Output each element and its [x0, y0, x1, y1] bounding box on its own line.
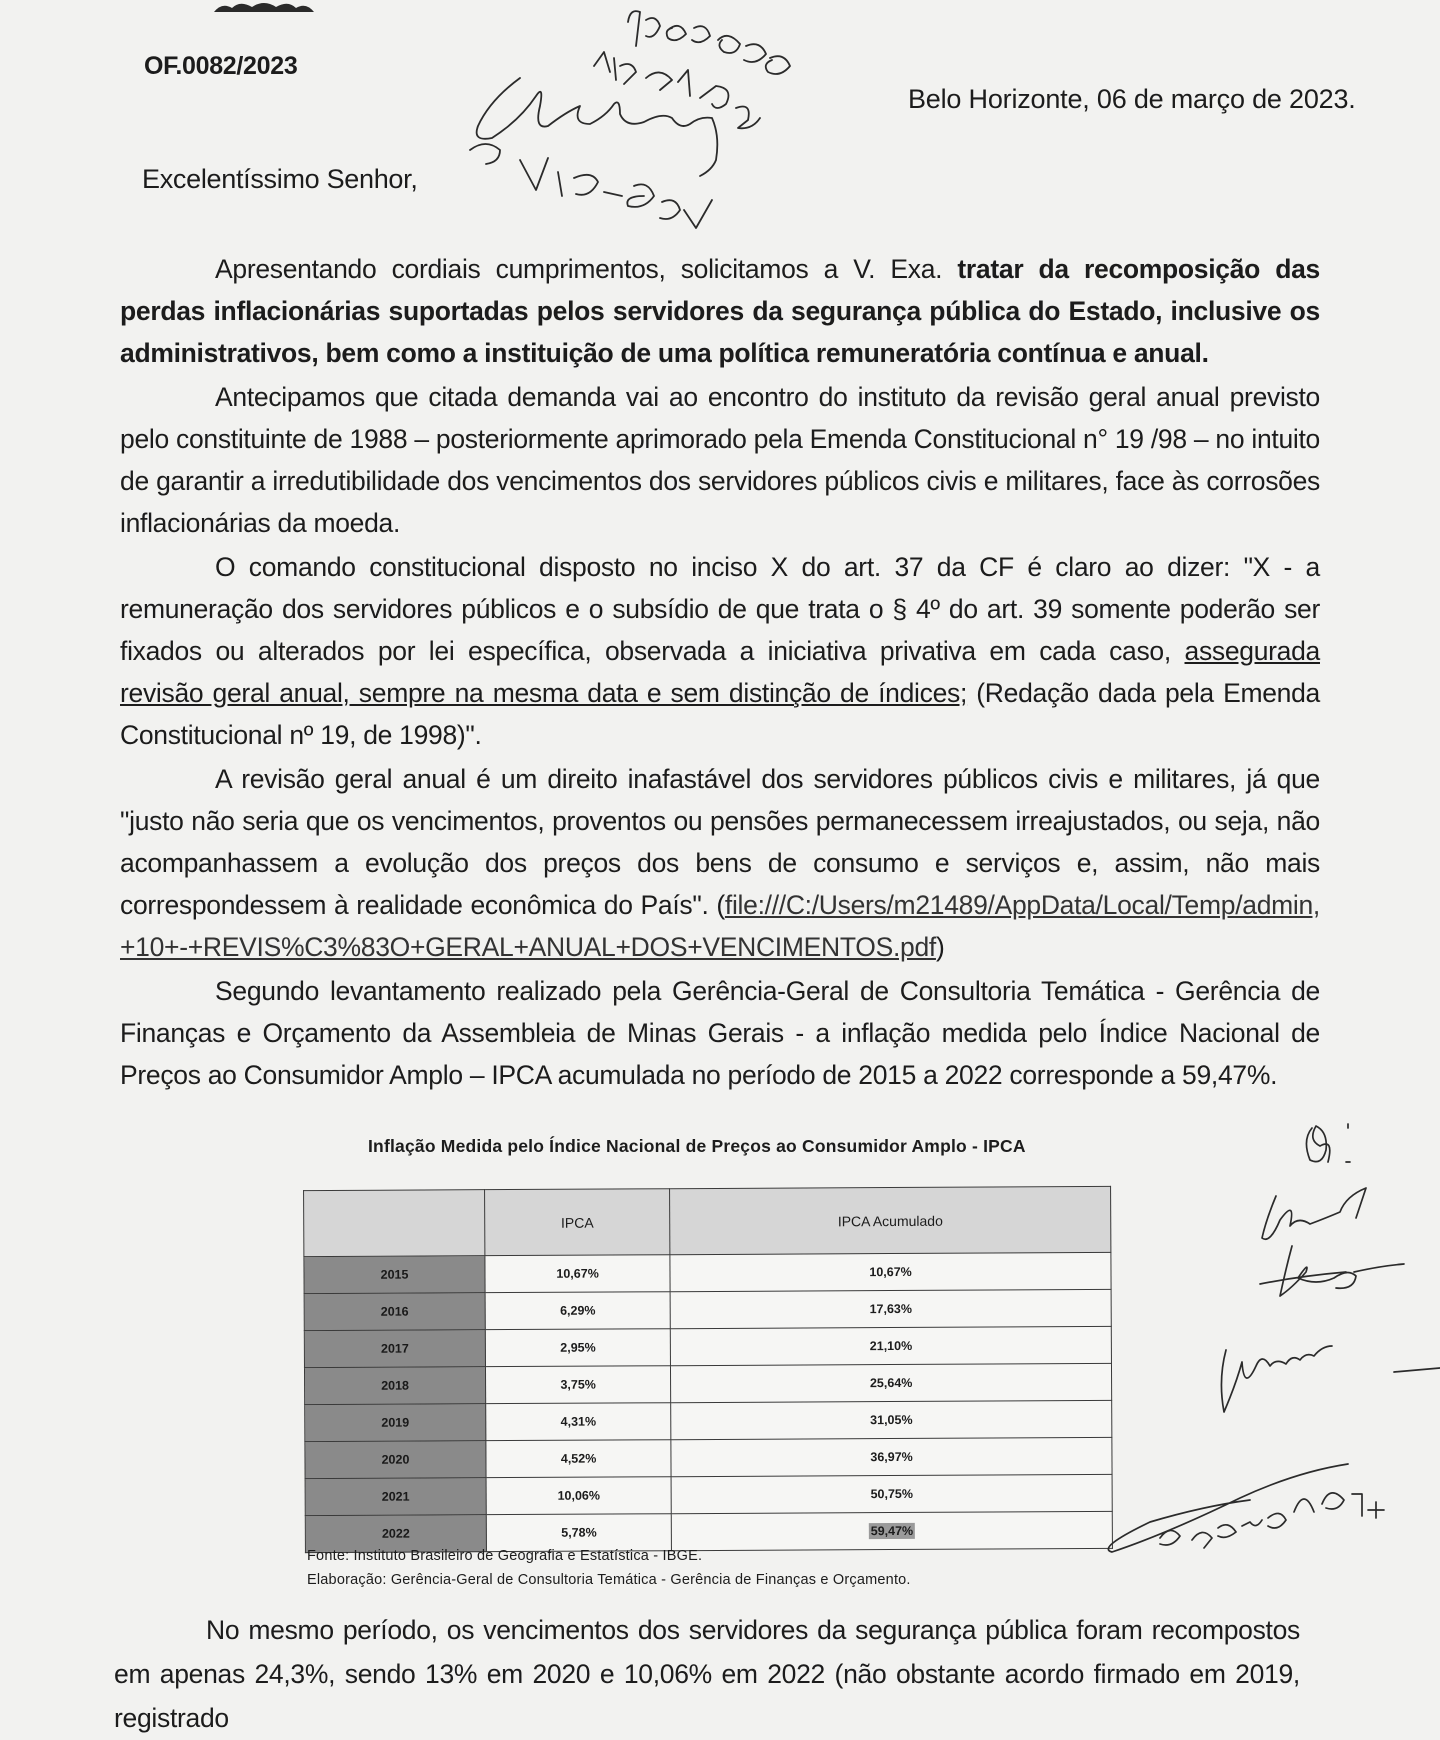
table-header-row — [304, 1186, 1111, 1256]
highlighted-value: 59,47% — [869, 1523, 915, 1539]
table-row — [305, 1474, 1112, 1515]
cell-ipca: 4,52% — [486, 1440, 671, 1478]
document-number: OF.0082/2023 — [144, 52, 298, 80]
quote-lead: O comando constitucional disposto no inciso X do art. 37 da CF é claro ao dizer: "X - a remuneração dos servidores públicos e o subsídio de que trata o § 4º do art. 39 somente poderão ser fixados ou alterados por lei específica, observada a iniciativa privativa em cada caso, — [120, 552, 1320, 666]
table-footnotes — [307, 1544, 911, 1592]
letter-body — [120, 248, 1320, 1096]
cell-year: 2016 — [304, 1293, 485, 1331]
crest-emblem-icon — [212, 0, 316, 12]
cell-ipca: 2,95% — [485, 1329, 670, 1367]
cell-ipca: 10,06% — [486, 1477, 671, 1515]
header-ipca: IPCA — [485, 1189, 671, 1256]
ipca-table — [303, 1186, 1113, 1553]
paragraph-ipca-survey: Segundo levantamento realizado pela Gerência-Geral de Consultoria Temática - Gerência de Finanças e Orçamento da Assembleia de Minas Gerais - a inflação medida pelo Índice Nacional de Preços ao Consumidor Amplo – IPCA acumulada no período de 2015 a 2022 corresponde a 59,47%. — [120, 976, 1320, 1090]
paragraph-constitutional-quote — [120, 546, 1320, 756]
cell-year: 2019 — [305, 1404, 486, 1442]
cell-year: 2017 — [304, 1330, 485, 1368]
paragraph-request-emphasis: tratar da recomposição das perdas inflacionárias suportadas pelos servidores da segurança pública do Estado, inclusive os administrativos, bem como a instituição de uma política remuneratória contínua e anual. — [120, 254, 1320, 368]
right-lead: A revisão geral anual é um direito inafastável dos servidores públicos civis e militares, já que "justo não seria que os vencimentos, proventos ou pensões permanecessem irreajustados, ou seja, não acompanhassem a evolução dos preços dos bens de consumo e serviços e, assim, não mais correspondessem à realidade econômica do País". ( — [120, 764, 1320, 920]
header-ipca-accumulated: IPCA Acumulado — [670, 1186, 1111, 1254]
cell-year: 2020 — [305, 1441, 486, 1479]
paragraph-constitutional-revision: Antecipamos que citada demanda vai ao encontro do instituto da revisão geral anual previsto pelo constituinte de 1988 – posteriormente aprimorado pela Emenda Constitucional n° 19 /98 – no intuito de garantir a irredutibilidade dos vencimentos dos servidores públicos civis e militares, face às corrosões inflacionárias da moeda. — [120, 382, 1320, 538]
file-link[interactable]: file:///C:/Users/m21489/AppData/Local/Temp/admin,+10+-+REVIS%C3%83O+GERAL+ANUAL+DOS+VENCIMENTOS.pdf — [120, 890, 1320, 962]
table-elaboration: Elaboração: Gerência-Geral de Consultoria Temática - Gerência de Finanças e Orçamento. — [307, 1572, 911, 1588]
paragraph-request-lead: Apresentando cordiais cumprimentos, solicitamos a V. Exa. — [215, 254, 958, 284]
cell-ipca-accumulated: 10,67% — [670, 1252, 1111, 1291]
cell-year: 2021 — [305, 1478, 486, 1516]
cell-ipca-accumulated: 36,97% — [671, 1437, 1112, 1476]
paragraph-recomposition: No mesmo período, os vencimentos dos servidores da segurança pública foram recompostos em apenas 24,3%, sendo 13% em 2020 e 10,06% em 2022 (não obstante acordo firmado em 2019, registrado — [114, 1615, 1300, 1733]
table-source: Fonte: Instituto Brasileiro de Geografia e Estatística - IBGE. — [307, 1548, 703, 1564]
cell-year: 2015 — [304, 1256, 485, 1294]
table-row — [305, 1400, 1112, 1441]
quote-tail: (Redação dada pela Emenda Constitucional nº 19, de 1998)". — [120, 678, 1320, 750]
cell-ipca-accumulated: 50,75% — [671, 1474, 1112, 1513]
table-row — [304, 1252, 1111, 1293]
table-row — [305, 1437, 1112, 1478]
cell-ipca-accumulated: 21,10% — [670, 1326, 1111, 1365]
cell-year: 2018 — [304, 1367, 485, 1405]
cell-ipca-accumulated: 17,63% — [670, 1289, 1111, 1328]
header-year — [304, 1190, 485, 1257]
table-row — [304, 1326, 1111, 1367]
right-tail: ) — [935, 932, 945, 962]
table-title: Inflação Medida pelo Índice Nacional de Preços ao Consumidor Amplo - IPCA — [368, 1136, 1026, 1156]
paragraph-general-revision-right — [120, 758, 1320, 968]
quote-underlined: assegurada revisão geral anual, sempre na mesma data e sem distinção de índices; — [120, 636, 1320, 708]
cell-ipca-accumulated: 25,64% — [671, 1363, 1112, 1402]
cell-ipca-accumulated: 31,05% — [671, 1400, 1112, 1439]
cell-year: 2022 — [305, 1515, 486, 1553]
table-row — [304, 1289, 1111, 1330]
cell-ipca: 4,31% — [486, 1403, 671, 1441]
cell-ipca: 5,78% — [486, 1514, 671, 1552]
salutation: Excelentíssimo Senhor, — [142, 164, 418, 194]
table-row — [304, 1363, 1111, 1404]
place-and-date: Belo Horizonte, 06 de março de 2023. — [908, 84, 1356, 114]
paragraph-request — [120, 248, 1320, 374]
cell-ipca: 3,75% — [485, 1366, 670, 1404]
cell-ipca: 10,67% — [485, 1255, 670, 1293]
cell-ipca: 6,29% — [485, 1292, 670, 1330]
letter-body-continued — [114, 1608, 1300, 1740]
